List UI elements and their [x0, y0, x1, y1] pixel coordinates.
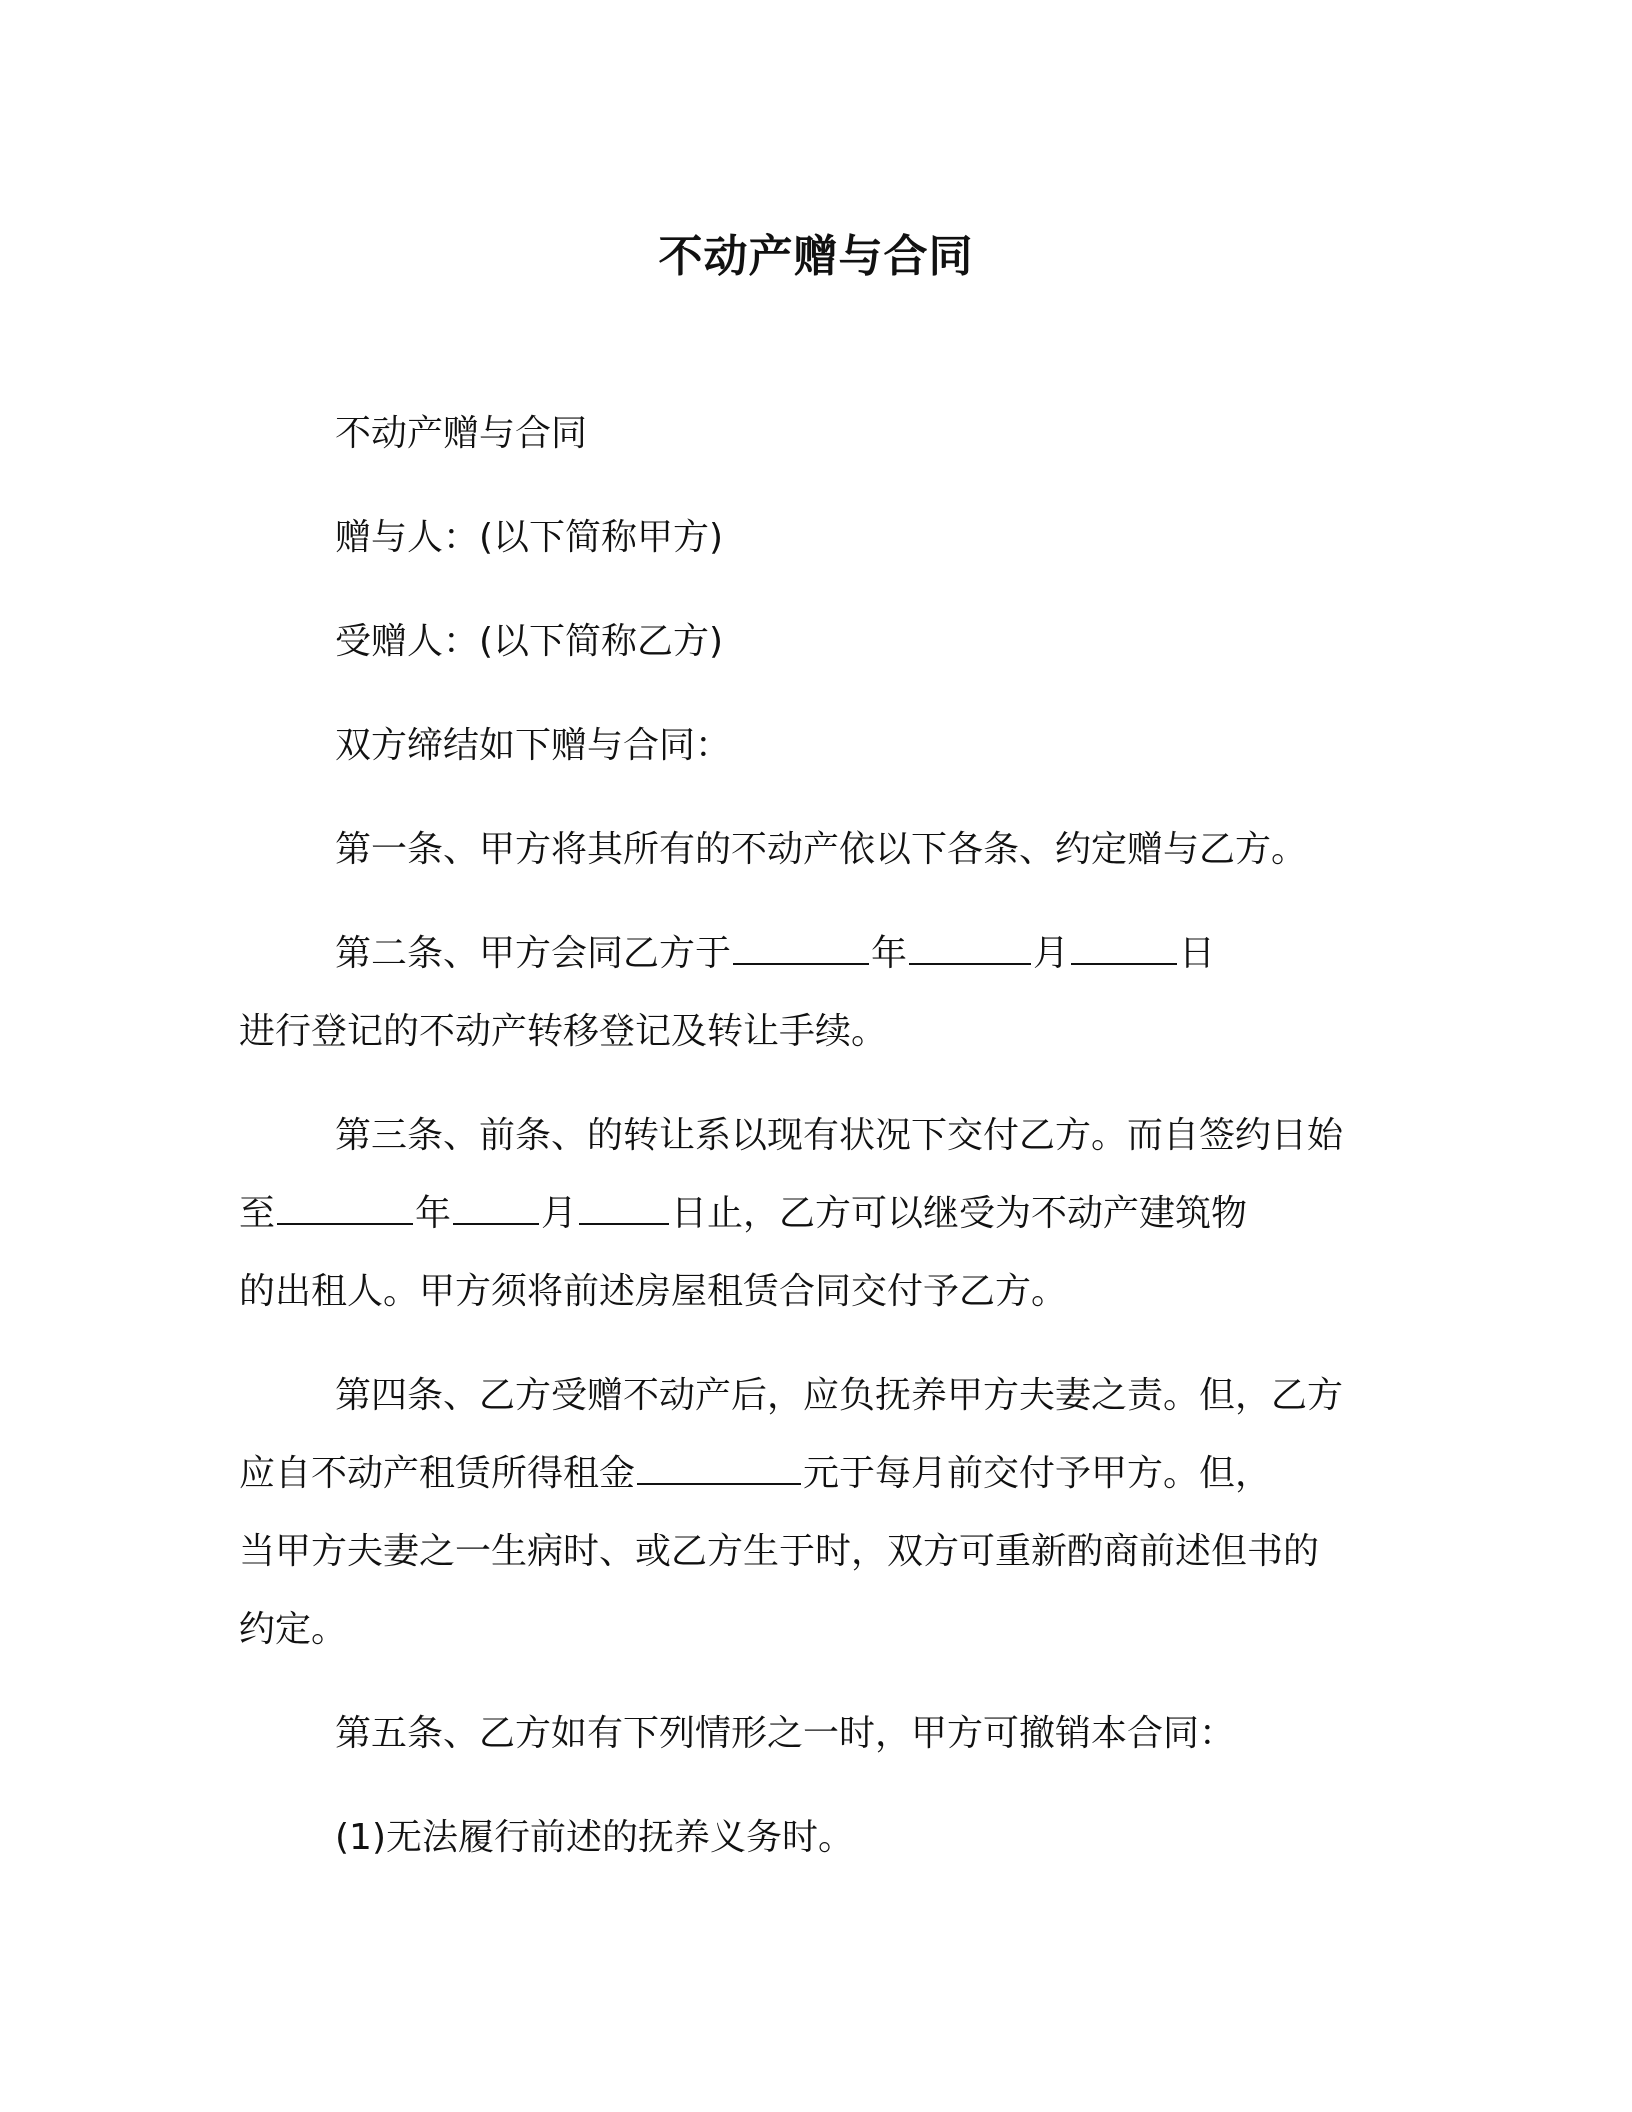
paragraph-article-2 [239, 915, 1399, 1071]
paragraph-text: 不动产赠与合同 [335, 413, 588, 454]
paragraph-line: 当甲方夫妻之一生病时、或乙方生于时，双方可重新酌商前述但书的 [239, 1531, 1320, 1572]
paragraph-intro [239, 707, 1399, 785]
paragraph-text: 双方缔结如下赠与合同： [335, 725, 732, 766]
paragraph-article-3 [239, 1097, 1399, 1331]
paragraph-line [239, 1435, 1399, 1513]
paragraph-article-5 [239, 1695, 1399, 1773]
paragraph-contract-name [239, 395, 1399, 473]
text-segment: 年 [415, 1193, 452, 1234]
paragraph-text: 赠与人：(以下简称甲方) [335, 517, 724, 558]
paragraph-text: 受赠人：(以下简称乙方) [335, 621, 724, 662]
blank-rent-amount [637, 1449, 801, 1485]
paragraph-text: 第一条、甲方将其所有的不动产依以下各条、约定赠与乙方。 [335, 829, 1308, 870]
paragraph-article-4 [239, 1357, 1399, 1669]
paragraph-text: (1)无法履行前述的抚养义务时。 [335, 1817, 854, 1858]
paragraph-line [239, 915, 1399, 993]
paragraph-line: 第四条、乙方受赠不动产后，应负抚养甲方夫妻之责。但，乙方 [335, 1375, 1344, 1416]
text-segment: 年 [871, 933, 908, 974]
document-body [239, 395, 1399, 1903]
document-title: 不动产赠与合同 [658, 231, 974, 282]
paragraph-line [239, 1175, 1399, 1253]
text-segment: 至 [239, 1193, 276, 1234]
paragraph-line: 第三条、前条、的转让系以现有状况下交付乙方。而自签约日始 [335, 1115, 1344, 1156]
blank-year [277, 1189, 413, 1225]
paragraph-line: 约定。 [239, 1609, 348, 1650]
blank-day [579, 1189, 669, 1225]
blank-month [909, 929, 1031, 965]
text-segment: 日止，乙方可以继受为不动产建筑物 [671, 1193, 1248, 1234]
text-segment: 月 [541, 1193, 578, 1234]
paragraph-donee [239, 603, 1399, 681]
text-segment: 第二条、甲方会同乙方于 [335, 933, 732, 974]
paragraph-line: 进行登记的不动产转移登记及转让手续。 [239, 1011, 888, 1052]
paragraph-donor [239, 499, 1399, 577]
text-segment: 应自不动产租赁所得租金 [239, 1453, 636, 1494]
blank-month [453, 1189, 539, 1225]
text-segment: 月 [1033, 933, 1070, 974]
paragraph-item-1 [239, 1799, 1399, 1877]
blank-year [733, 929, 869, 965]
paragraph-line: 的出租人。甲方须将前述房屋租赁合同交付予乙方。 [239, 1271, 1068, 1312]
paragraph-article-1 [239, 811, 1399, 889]
paragraph-text: 第五条、乙方如有下列情形之一时，甲方可撤销本合同： [335, 1713, 1236, 1754]
blank-day [1071, 929, 1177, 965]
text-segment: 元于每月前交付予甲方。但， [803, 1453, 1272, 1494]
text-segment: 日 [1179, 933, 1216, 974]
